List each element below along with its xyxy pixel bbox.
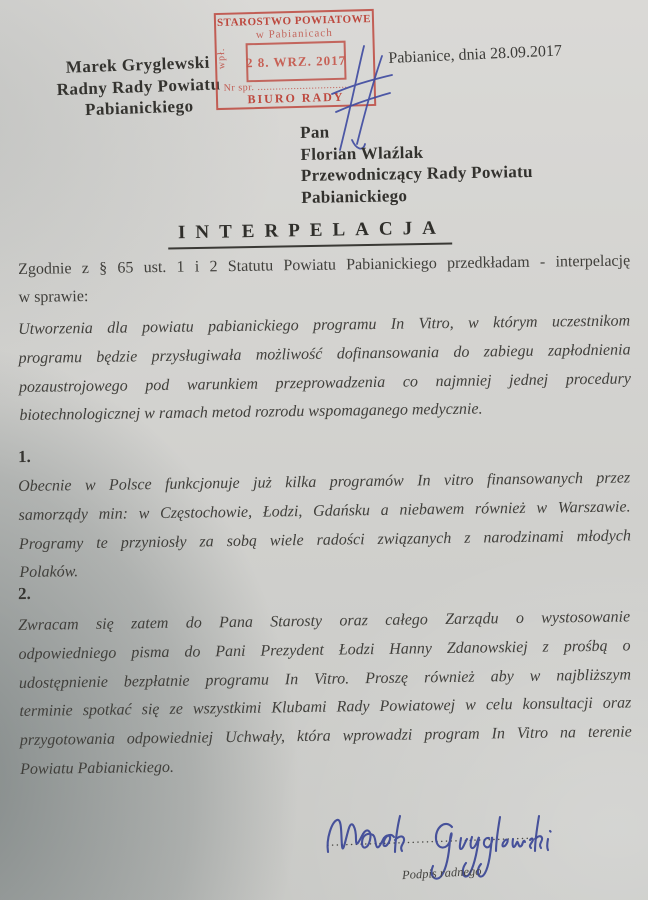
point-2-label: 2.: [17, 583, 31, 604]
stamp-date: 2 8. WRZ. 2017: [246, 41, 347, 83]
stamp-office-name: STAROSTWO POWIATOWE: [216, 12, 372, 30]
point-1-paragraph: Obecnie w Polsce funkcjonuje już kilka programów In vitro finansowanych przez samorządy min: w Częstochowie, Łodzi, Gdańsku a niebawem również w Warszawie. Programy te przyniosły za sobą wiele radości związanych z narodzinami młodych Polaków.: [18, 469, 632, 582]
date-line: Pabianice, dnia 28.09.2017: [388, 42, 563, 67]
stamp-office-unit: BIURO RADY: [247, 89, 345, 107]
intro-paragraph: Zgodnie z § 65 ust. 1 i 2 Statutu Powiatu Pabianickiego przedkładam - interpelację w sprawie:: [18, 252, 631, 306]
sender-block: Marek Gryglewski Radny Rady Powiatu Pabianickiego: [56, 52, 221, 120]
point-2-paragraph: Zwracam się zatem do Pana Starosty oraz całego Zarządu o wystosowanie odpowiedniego pisma do Pani Prezydent Łodzi Hanny Zdanowskiej z prośbą o udostępnienie bezpłatnie programu In Vitro. Proszę również aby w najbliższym terminie spotkać się ze wszystkimi Klubami Rady Powiatowej w celu konsultacji oraz przygotowania odpowiedniej Uchwały, która wprowadzi program In Vitro na terenie Powiatu Pabianickiego.: [18, 608, 632, 778]
document-title: INTERPELACJA: [168, 218, 452, 250]
subject-paragraph: Utworzenia dla powiatu pabianickiego programu In Vitro, w którym uczestnikom programu będzie przysługiwała możliwość dofinansowania do zabiegu zapłodnienia pozaustrojowego pod warunkiem przeprowadzenia co najmniej jednej procedury biotechnologicznej w ramach metod rozrodu wspomaganego medycznie.: [18, 312, 632, 425]
point-1-label: 1.: [17, 446, 31, 467]
stamp-case-number-label: Nr spr. ..............................: [223, 79, 348, 94]
stamp-location: w Pabianicach: [255, 27, 333, 42]
recipient-block: Pan Florian Wlaźlak Przewodniczący Rady Powiatu Pabianickiego: [300, 122, 533, 207]
title-row: [0, 215, 620, 253]
stamp-received-label: wpł.: [215, 47, 228, 70]
signature-caption: Podpis radnego: [401, 863, 482, 883]
signature-dotted-line: .............................................: [325, 826, 540, 849]
